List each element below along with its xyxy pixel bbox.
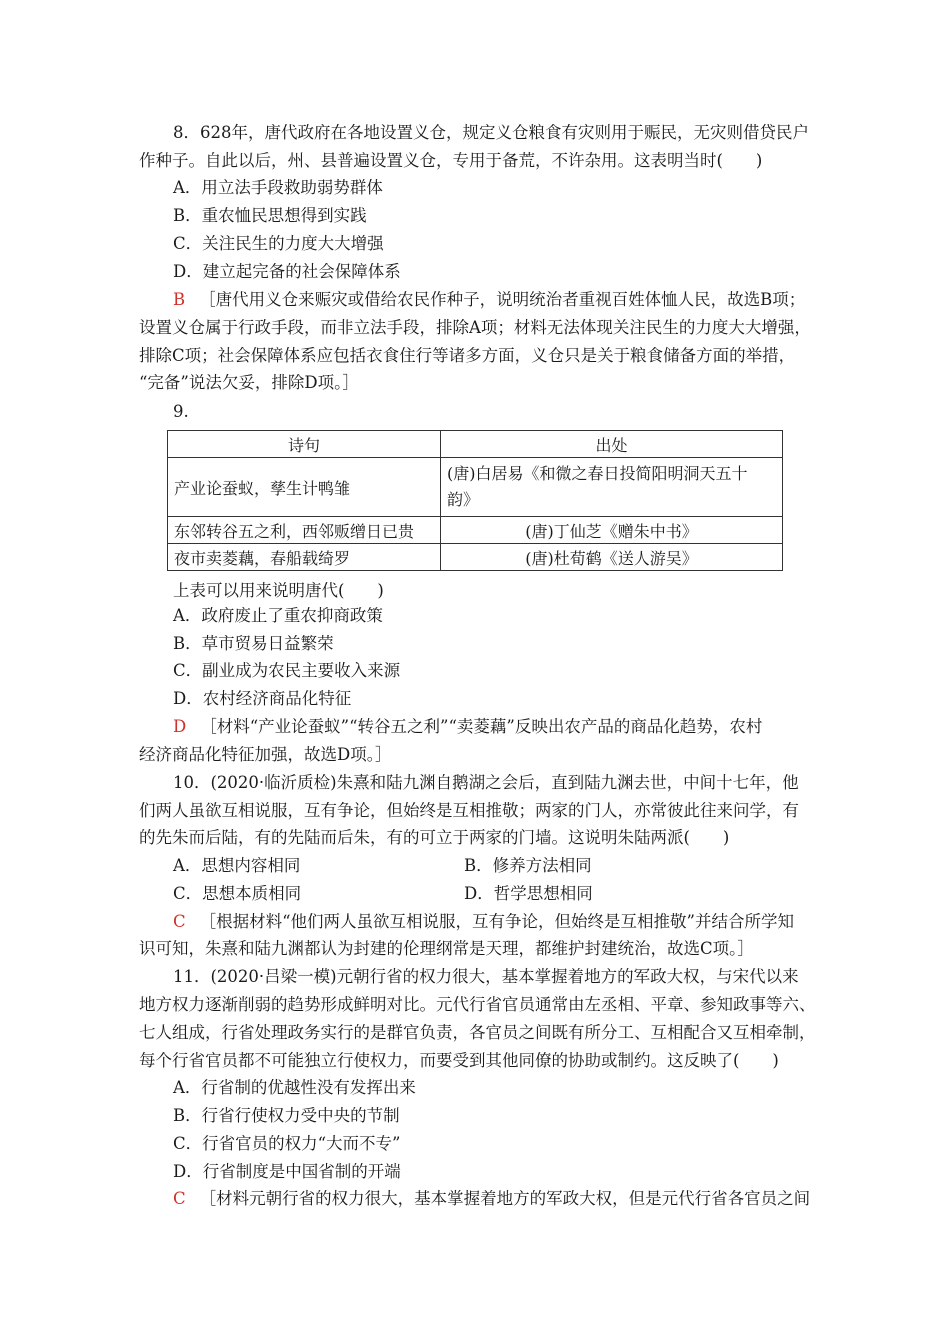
table-header-row [168,431,783,458]
q11-option-a: A．行省制的优越性没有发挥出来 [173,1078,416,1097]
table-cell-poem: 产业论蚕蚁，孳生计鸭雏 [168,458,441,517]
table-cell-poem: 夜市卖菱藕，春船载绮罗 [168,544,441,571]
q11-stem-line-2: 地方权力逐渐削弱的趋势形成鲜明对比。元代行省官员通常由左丞相、平章、参知政事等六、 [139,995,816,1014]
q10-stem-line-1: 10．(2020·临沂质检)朱熹和陆九渊自鹅湖之会后，直到陆九渊去世，中间十七年，他 [173,773,799,792]
q11-stem-line-1: 11．(2020·吕梁一模)元朝行省的权力很大，基本掌握着地方的军政大权，与宋代以来 [173,967,799,986]
q9-option-a: A．政府废止了重农抑商政策 [173,606,383,625]
table-cell-source: (唐)杜荀鹤《送人游吴》 [441,544,783,571]
q10-option-b: B．修养方法相同 [464,856,592,875]
q11-option-c: C．行省官员的权力“大而不专” [173,1134,401,1153]
q10-explanation-line-1: C ［根据材料“他们两人虽欲互相说服，互有争论，但始终是互相推敬”并结合所学知 [173,912,794,931]
q11-option-d: D．行省制度是中国省制的开端 [173,1162,401,1181]
q10-option-d: D．哲学思想相同 [464,884,593,903]
q8-option-c: C．关注民生的力度大大增强 [173,234,384,253]
q10-option-a: A．思想内容相同 [173,856,301,875]
q11-explanation-line-1: C ［材料元朝行省的权力很大，基本掌握着地方的军政大权，但是元代行省各官员之间 [173,1189,811,1208]
table-header-source: 出处 [441,431,783,458]
q8-option-a: A．用立法手段救助弱势群体 [173,178,383,197]
q8-stem-line-1: 8．628年，唐代政府在各地设置义仓，规定义仓粮食有灾则用于赈民，无灾则借贷民户 [173,123,809,142]
q8-explanation-line-1: B ［唐代用义仓来赈灾或借给农民作种子，说明统治者重视百姓体恤人民，故选B项； [173,290,806,309]
q9-option-b: B．草市贸易日益繁荣 [173,634,334,653]
q11-stem-line-3: 七人组成，行省处理政务实行的是群官负责，各官员之间既有所分工、互相配合又互相牵制， [139,1023,816,1042]
table-row [168,544,783,571]
q8-explanation-line-4: “完备”说法欠妥，排除D项。］ [139,373,359,392]
table-cell-source: (唐)丁仙芝《赠朱中书》 [441,517,783,544]
q9-explanation-line-2: 经济商品化特征加强，故选D项。］ [139,745,392,764]
table-cell-poem: 东邻转谷五之利，西邻贩缯日已贵 [168,517,441,544]
table-row [168,458,783,517]
q8-option-b: B．重农恤民思想得到实践 [173,206,367,225]
q9-answer: D [173,717,187,736]
q9-option-d: D．农村经济商品化特征 [173,689,352,708]
q10-option-c: C．思想本质相同 [173,884,302,903]
q10-stem-line-2: 们两人虽欲互相说服，互有争论，但始终是互相推敬；两家的门人，亦常彼此往来问学，有 [139,801,799,820]
q11-answer: C [173,1189,186,1208]
q10-explanation-line-2: 识可知，朱熹和陆九渊都认为封建的伦理纲常是天理，都维护封建统治，故选C项。］ [139,939,754,958]
q8-explanation-line-3: 排除C项；社会保障体系应包括衣食住行等诸多方面，义仓只是关于粮食储备方面的举措， [139,346,796,365]
q9-poem-table [167,430,783,571]
table-row [168,517,783,544]
q9-stem: 上表可以用来说明唐代( ) [173,581,384,600]
q9-option-c: C．副业成为农民主要收入来源 [173,661,401,680]
q11-stem-line-4: 每个行省官员都不可能独立行使权力，而要受到其他同僚的协助或制约。这反映了( ) [139,1051,779,1070]
q8-stem-line-2: 作种子。自此以后，州、县普遍设置义仓，专用于备荒，不许杂用。这表明当时( ) [139,151,763,170]
q8-answer: B [173,290,186,309]
table-cell-source: (唐)白居易《和微之春日投简阳明洞天五十 韵》 [441,458,783,517]
q8-option-d: D．建立起完备的社会保障体系 [173,262,401,281]
q10-stem-line-3: 的先朱而后陆，有的先陆而后朱，有的可立于两家的门墙。这说明朱陆两派( ) [139,828,730,847]
table-header-poem: 诗句 [168,431,441,458]
q9-number: 9. [173,402,189,421]
q11-option-b: B．行省行使权力受中央的节制 [173,1106,400,1125]
q10-answer: C [173,912,186,931]
q9-explanation-line-1: D ［材料“产业论蚕蚁”“转谷五之利”“卖菱藕”反映出农产品的商品化趋势，农村 [173,717,763,736]
q8-explanation-line-2: 设置义仓属于行政手段，而非立法手段，排除A项；材料无法体现关注民生的力度大大增强， [139,318,811,337]
